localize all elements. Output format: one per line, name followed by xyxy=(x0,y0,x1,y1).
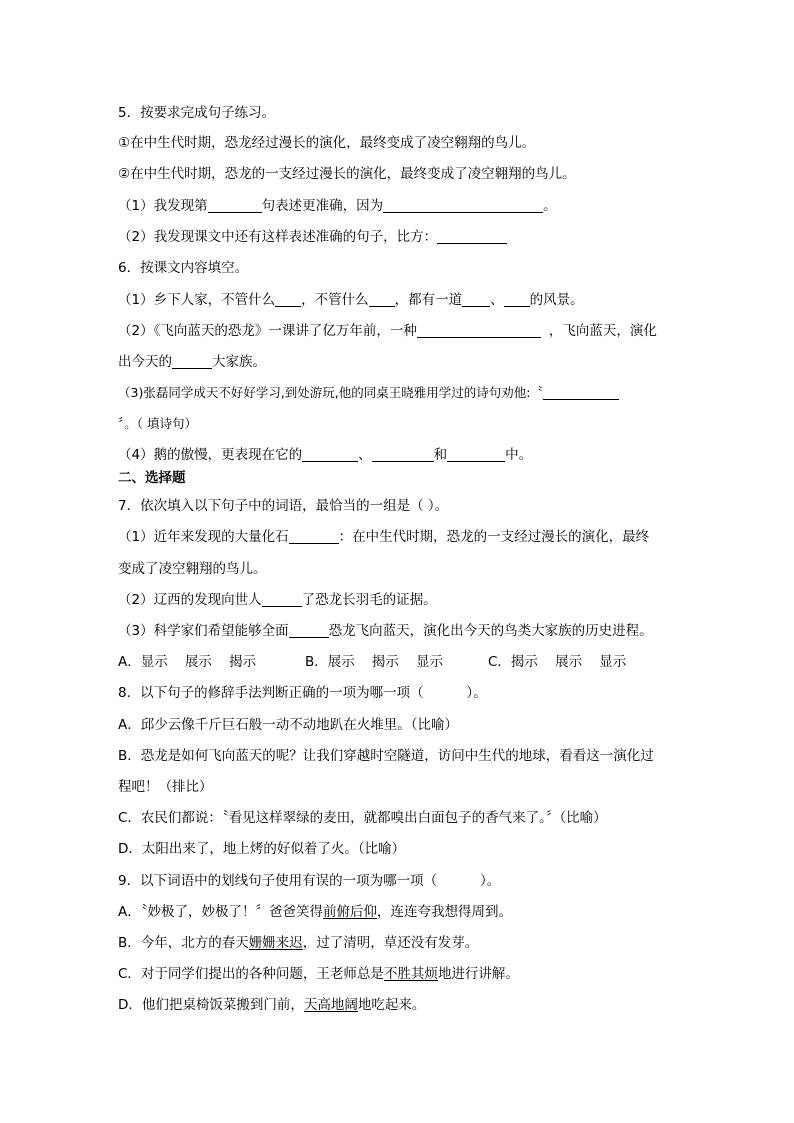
q7-option-b[interactable]: B．展示 揭示 显示 xyxy=(305,654,444,670)
q9-option-b-text-1: B．今年，北方的春天 xyxy=(118,935,249,951)
q5-part-2-text-a: （2）我发现课文中还有这样表述准确的句子，比方： xyxy=(118,229,438,245)
answer-blank[interactable] xyxy=(437,229,507,244)
answer-blank[interactable] xyxy=(172,354,212,369)
q9-option-b-underlined: 姗姗来迟 xyxy=(248,935,303,951)
q5-part-1-text-a: （1）我发现第 xyxy=(118,198,208,214)
q9-option-c-text-2: 地进行讲解。 xyxy=(437,966,519,982)
q7-part-1-text-b: ：在中生代时期，恐龙的一支经过漫长的演化，最终 xyxy=(338,529,650,545)
answer-blank[interactable] xyxy=(289,623,329,638)
q6-title: 6．按课文内容填空。 xyxy=(118,260,249,276)
q5-part-1-text-c: 。 xyxy=(543,198,557,214)
q7-part-2-text-b: 了恐龙长羽毛的证据。 xyxy=(301,592,437,608)
q6-part-4-text-a: （4）鹅的傲慢，更表现在它的 xyxy=(118,447,303,463)
q8-option-a[interactable]: A．邱少云像千斤巨石般一动不动地趴在火堆里。（比喻） xyxy=(118,717,458,733)
q9-option-d-text-2: 地吃起来。 xyxy=(357,997,426,1013)
q7-title: 7．依次填入以下句子中的词语，最恰当的一组是（ ）。 xyxy=(118,498,449,514)
answer-blank[interactable] xyxy=(417,323,541,338)
q9-option-c-text-1: C．对于同学们提出的各种问题，王老师总是 xyxy=(118,966,384,982)
q6-part-2-text-a: （2）《飞向蓝天的恐龙》一课讲了亿万年前，一种 xyxy=(118,323,417,339)
q6-part-1-text-c: ，都有一道 xyxy=(394,292,463,308)
q9-option-a-underlined: 前俯后仰 xyxy=(323,904,377,920)
q6-part-3-line-1 xyxy=(118,384,619,402)
answer-blank[interactable] xyxy=(262,592,302,607)
q9-option-a[interactable] xyxy=(118,903,512,921)
q9-option-b-text-2: ，过了清明，草还没有发芽。 xyxy=(302,935,479,951)
q7-part-3-text-b: 恐龙飞向蓝天，演化出今天的鸟类大家族的历史进程。 xyxy=(328,623,653,639)
q6-part-4-text-c: 和 xyxy=(433,447,448,463)
answer-blank[interactable] xyxy=(447,447,505,462)
q7-option-a[interactable]: A．显示 展示 揭示 xyxy=(118,654,257,670)
q7-part-2 xyxy=(118,591,437,609)
q6-part-1 xyxy=(118,291,584,309)
q6-part-1-text-b: ，不管什么 xyxy=(301,292,369,308)
q6-part-1-text-a: （1）乡下人家，不管什么 xyxy=(118,292,276,308)
q6-part-4-text-b: 、 xyxy=(358,447,372,463)
answer-blank[interactable] xyxy=(289,529,339,544)
q9-option-a-text-2: ，连连夸我想得周到。 xyxy=(377,904,512,920)
q5-sentence-1: ①在中生代时期，恐龙经过漫长的演化，最终变成了凌空翱翔的鸟儿。 xyxy=(118,135,536,151)
q5-sentence-2: ②在中生代时期，恐龙的一支经过漫长的演化，最终变成了凌空翱翔的鸟儿。 xyxy=(118,166,576,182)
q5-part-1-text-b: 句表述更准确，因为 xyxy=(261,198,384,214)
q6-part-4-text-d: 中。 xyxy=(505,447,533,463)
answer-blank[interactable] xyxy=(383,198,543,213)
q7-part-3-text-a: （3）科学家们希望能够全面 xyxy=(118,623,289,639)
q5-title: 5．按要求完成句子练习。 xyxy=(118,105,276,121)
answer-blank[interactable] xyxy=(462,292,490,307)
q7-options xyxy=(118,653,626,671)
q7-part-3 xyxy=(118,622,653,640)
q7-part-1-text-a: （1）近年来发现的大量化石 xyxy=(118,529,289,545)
q6-part-3-line-2: 〞。（ 填诗句） xyxy=(118,416,197,431)
q6-part-2-line-1 xyxy=(118,322,657,340)
section-heading: 二、选择题 xyxy=(118,470,186,486)
q8-option-b-line-2[interactable]: 程吧！（排比） xyxy=(118,779,213,795)
q6-part-1-text-d: 、 xyxy=(490,292,504,308)
answer-blank[interactable] xyxy=(369,292,395,307)
answer-blank[interactable] xyxy=(372,447,434,462)
q8-option-c[interactable]: C．农民们都说：〝看见这样翠绿的麦田，就都嗅出白面包子的香气来了。〞（比喻） xyxy=(118,810,607,826)
q6-part-4 xyxy=(118,446,532,464)
answer-blank[interactable] xyxy=(302,447,358,462)
q6-part-2-line-2 xyxy=(118,353,266,371)
q6-part-2-text-b: ，飞向蓝天，演化 xyxy=(548,323,657,339)
answer-blank[interactable] xyxy=(275,292,301,307)
q9-option-c[interactable] xyxy=(118,965,519,983)
q6-part-3-text-a: （3)张磊同学成天不好好学习,到处游玩,他的同桌王晓雅用学过的诗句劝他:〝 xyxy=(118,385,543,400)
q8-option-b-line-1[interactable]: B．恐龙是如何飞向蓝天的呢？让我们穿越时空隧道，访问中生代的地球，看看这一演化过 xyxy=(118,748,654,764)
q9-option-a-text-1: A．〝妙极了，妙极了！〞爸爸笑得 xyxy=(118,904,323,920)
q7-part-1-line-1 xyxy=(118,528,649,546)
q9-option-c-underlined: 不胜其烦 xyxy=(383,966,438,982)
q9-option-d[interactable] xyxy=(118,996,425,1014)
answer-blank[interactable] xyxy=(543,385,619,400)
q9-option-d-text-1: D．他们把桌椅饭菜搬到门前， xyxy=(118,997,304,1013)
q9-option-b[interactable] xyxy=(118,934,478,952)
q5-part-2 xyxy=(118,228,507,246)
q6-part-1-text-e: 的风景。 xyxy=(529,292,584,308)
answer-blank[interactable] xyxy=(504,292,530,307)
q9-option-d-underlined: 天高地阔 xyxy=(303,997,358,1013)
q6-part-2-text-c: 出今天的 xyxy=(118,354,172,370)
q7-part-2-text-a: （2）辽西的发现向世人 xyxy=(118,592,262,608)
q8-option-d[interactable]: D．太阳出来了，地上烤的好似着了火。（比喻） xyxy=(118,841,406,857)
q7-option-c[interactable]: C．揭示 展示 显示 xyxy=(488,654,627,670)
q5-part-1 xyxy=(118,197,557,215)
answer-blank[interactable] xyxy=(208,198,262,213)
q7-part-1-line-2: 变成了凌空翱翔的鸟儿。 xyxy=(118,561,267,577)
q9-title: 9．以下词语中的划线句子使用有误的一项为哪一项（ ）。 xyxy=(118,873,501,889)
q8-title: 8．以下句子的修辞手法判断正确的一项为哪一项（ ）。 xyxy=(118,685,487,701)
q6-part-2-text-d: 大家族。 xyxy=(212,354,266,370)
